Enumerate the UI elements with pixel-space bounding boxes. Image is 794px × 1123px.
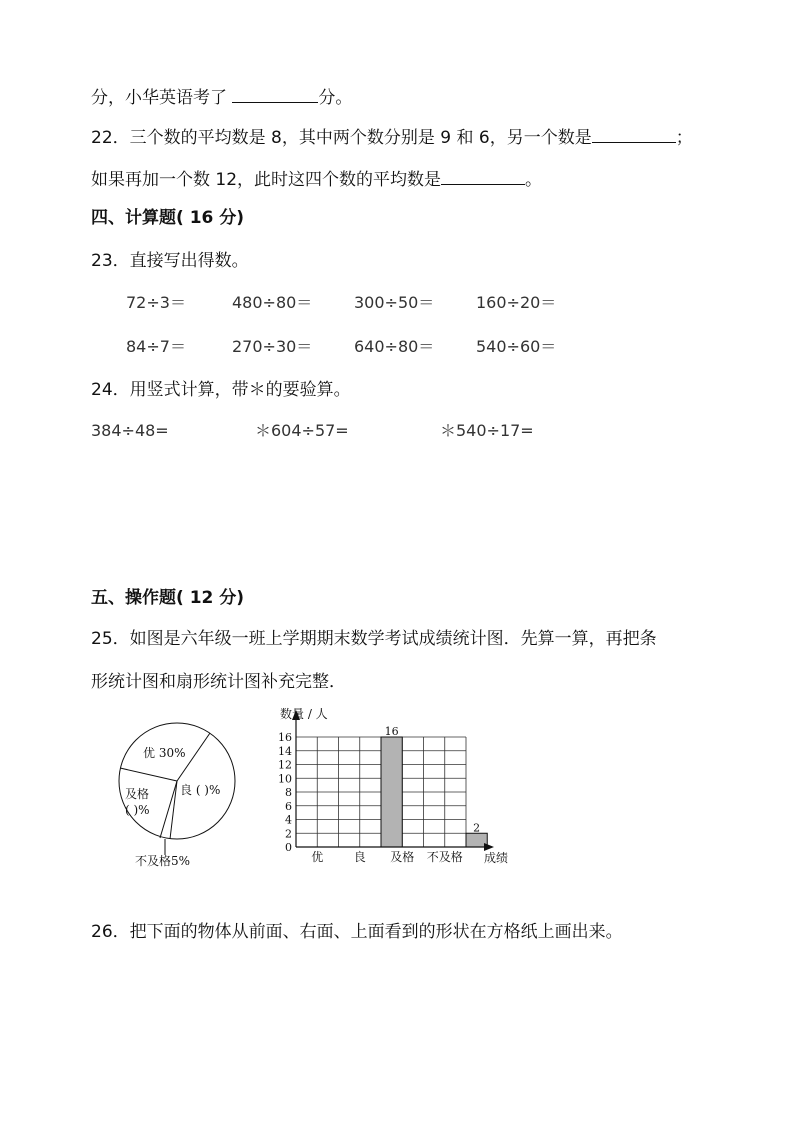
- x-axis-title: 成绩: [484, 851, 509, 865]
- q24-prompt: 24．用竖式计算，带＊的要验算。: [91, 380, 351, 400]
- q22-line1-text: 22．三个数的平均数是 8，其中两个数分别是 9 和 6，另一个数是: [91, 128, 592, 148]
- vertical-calc-item: ＊604÷57=: [255, 421, 349, 440]
- section-heading: 五、操作题( 12 分): [91, 588, 245, 608]
- answer-blank[interactable]: [592, 124, 676, 143]
- bar-chart: [270, 700, 520, 870]
- y-tick-label: 0: [285, 841, 292, 854]
- x-tick-label: 及格: [390, 850, 415, 864]
- q22-line2-text: 如果再加一个数 12，此时这四个数的平均数是: [91, 170, 442, 190]
- data-label: 16: [384, 725, 399, 738]
- pie-label-good: 良 ( )%: [180, 783, 221, 797]
- x-tick-label: 良: [353, 850, 366, 864]
- vertical-calc-item: 384÷48=: [91, 421, 169, 440]
- y-tick-label: 4: [285, 813, 292, 827]
- chart-labels: [278, 725, 480, 864]
- q21-suffix: 分。: [318, 88, 353, 108]
- q22-line1-suffix: ；: [675, 128, 693, 148]
- x-axis-arrow: [484, 843, 494, 851]
- answer-blank[interactable]: [232, 84, 318, 103]
- bar: [381, 737, 402, 847]
- y-tick-label: 8: [285, 786, 292, 799]
- q22-line2: [91, 166, 542, 192]
- calc-item: 300÷50＝: [354, 293, 435, 312]
- pie-chart: [110, 705, 250, 875]
- q26-prompt: 26．把下面的物体从前面、右面、上面看到的形状在方格纸上画出来。: [91, 922, 623, 942]
- pie-label-pass-percent: ( )%: [125, 803, 150, 817]
- pie-label-pass: 及格: [125, 787, 150, 801]
- q21-tail: [91, 84, 352, 110]
- q23-prompt: 23．直接写出得数。: [91, 251, 249, 271]
- q25-line1: 25．如图是六年级一班上学期期末数学考试成绩统计图．先算一算，再把条: [91, 629, 657, 649]
- y-tick-label: 2: [285, 827, 292, 841]
- q21-prefix: 分，小华英语考了: [91, 88, 227, 108]
- y-tick-label: 10: [278, 772, 292, 786]
- y-tick-label: 6: [285, 799, 292, 813]
- x-tick-label: 不及格: [426, 850, 463, 864]
- calc-item: 270÷30＝: [232, 337, 313, 356]
- vertical-calc-item: ＊540÷17=: [440, 421, 534, 440]
- y-tick-label: 16: [278, 731, 292, 744]
- data-label: 2: [473, 821, 481, 835]
- calc-item: 160÷20＝: [476, 293, 557, 312]
- calc-item: 72÷3＝: [126, 293, 186, 312]
- section-heading: 四、计算题( 16 分): [91, 208, 245, 228]
- calc-item: 84÷7＝: [126, 337, 186, 356]
- y-tick-label: 12: [278, 758, 292, 772]
- answer-blank[interactable]: [441, 166, 525, 185]
- q22-line2-suffix: 。: [525, 170, 543, 190]
- pie-label-excellent: 优 30%: [143, 746, 186, 760]
- y-axis-title: 数量 / 人: [280, 707, 328, 721]
- calc-item: 640÷80＝: [354, 337, 435, 356]
- calc-item: 480÷80＝: [232, 293, 313, 312]
- calc-item: 540÷60＝: [476, 337, 557, 356]
- q22-line1: [91, 124, 693, 150]
- x-tick-label: 优: [311, 850, 324, 864]
- y-tick-label: 14: [278, 744, 292, 758]
- q25-line2: 形统计图和扇形统计图补充完整．: [91, 672, 346, 692]
- pie-label-fail: 不及格5%: [135, 854, 191, 868]
